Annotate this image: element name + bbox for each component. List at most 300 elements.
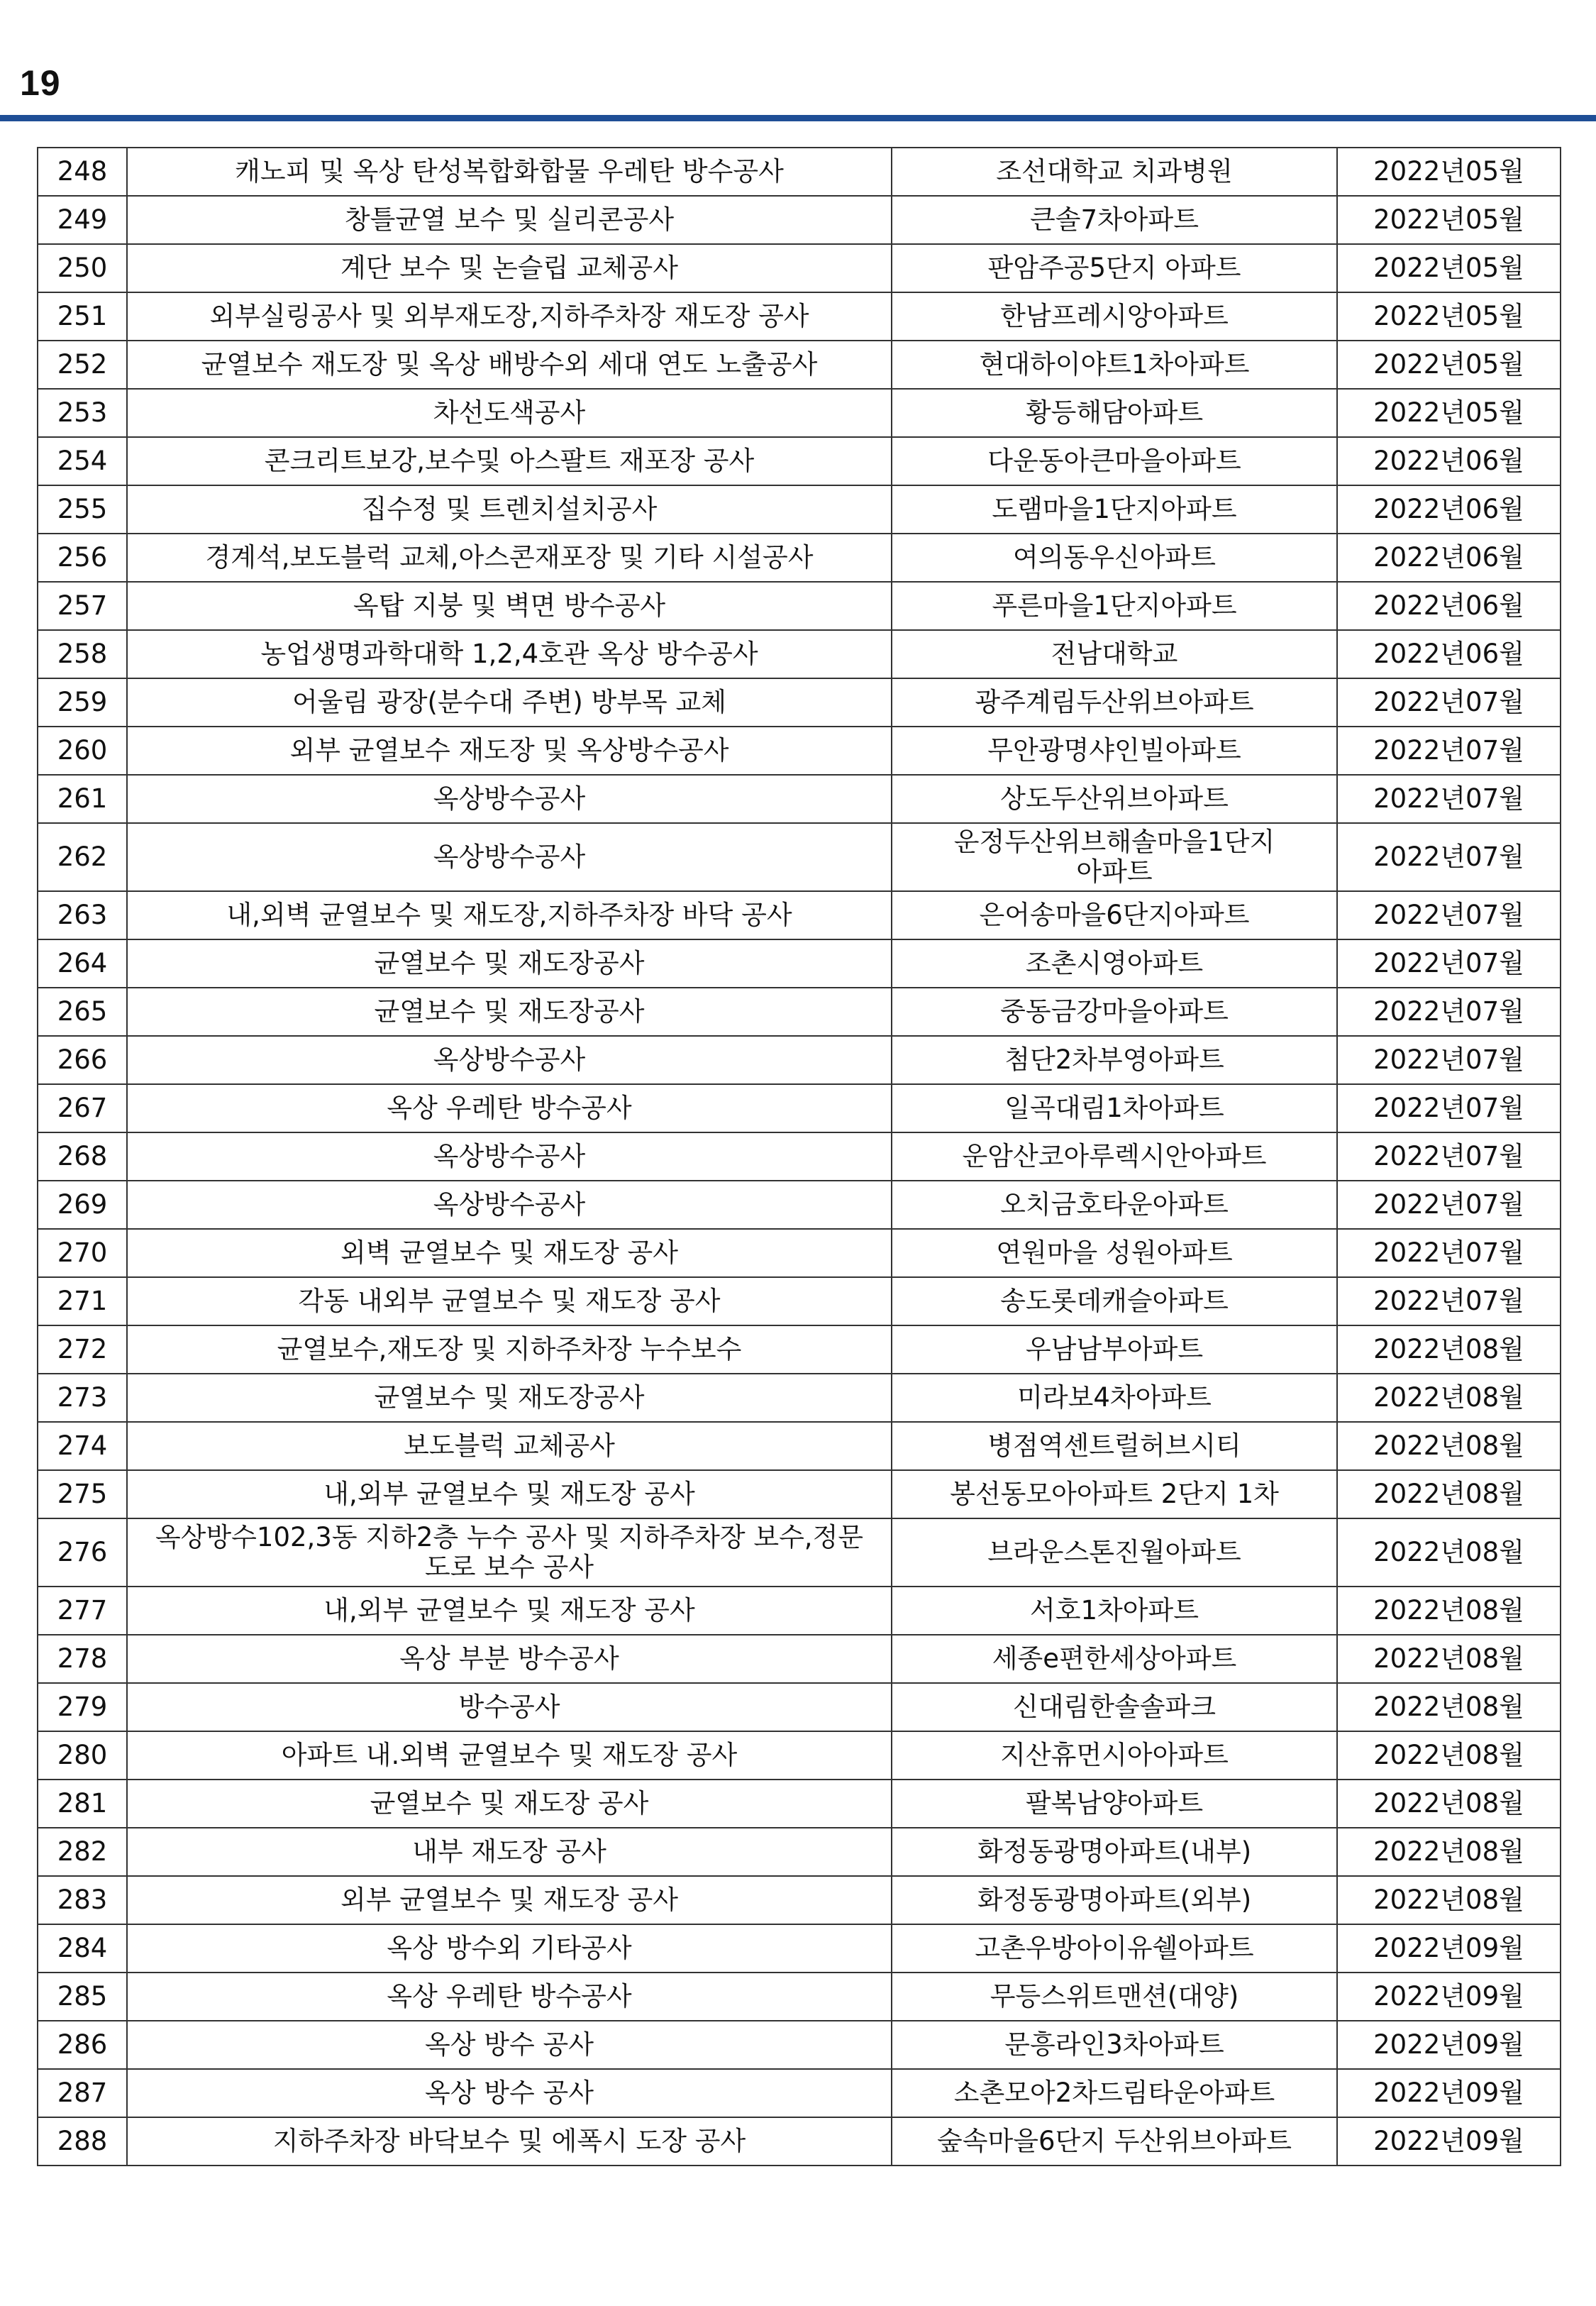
row-number-cell [38,1374,127,1422]
client-cell [892,1973,1337,2021]
description-cell-text: 지하주차장 바닥보수 및 에폭시 도장 공사 [272,2126,746,2156]
client-cell-text-line2: 아파트 [1076,856,1153,887]
client-cell [892,1587,1337,1635]
row-number-cell-text: 262 [57,842,108,872]
date-cell-text: 2022년05월 [1373,204,1524,235]
client-cell-text: 무안광명샤인빌아파트 [987,735,1241,766]
row-number-cell-text: 275 [57,1479,108,1509]
row-number-cell [38,1587,127,1635]
description-cell-text: 방수공사 [458,1692,560,1722]
date-cell-text: 2022년08월 [1373,1334,1524,1364]
date-cell [1337,823,1561,891]
description-cell [127,1325,892,1374]
date-cell [1337,534,1561,582]
description-cell-text: 옥상 부분 방수공사 [399,1643,619,1674]
description-cell-text: 내,외부 균열보수 및 재도장 공사 [323,1595,695,1626]
date-cell [1337,1587,1561,1635]
page-number: 19 [20,63,61,103]
date-cell-text: 2022년08월 [1373,1595,1524,1626]
table-row [38,678,1561,727]
row-number-cell-text: 263 [57,900,108,930]
client-cell-text: 현대하이야트1차아파트 [979,349,1250,380]
row-number-cell-text: 288 [57,2126,108,2156]
client-cell [892,341,1337,389]
client-cell-text: 중동금강마을아파트 [1000,996,1229,1027]
description-cell-text: 집수정 및 트렌치설치공사 [361,494,658,524]
row-number-cell [38,823,127,891]
client-cell [892,1780,1337,1828]
date-cell [1337,1518,1561,1587]
description-cell [127,1635,892,1683]
description-cell-text: 경계석,보도블럭 교체,아스콘재포장 및 기타 시설공사 [205,542,814,573]
description-cell-text: 외부실링공사 및 외부재도장,지하주차장 재도장 공사 [209,301,809,331]
date-cell [1337,988,1561,1036]
row-number-cell-text: 255 [57,494,108,524]
description-cell [127,2069,892,2117]
description-cell-text: 옥상방수공사 [433,1141,586,1171]
client-cell-text: 운정두산위브해솔마을1단지 [953,827,1275,857]
description-cell [127,485,892,534]
client-cell-text: 도램마을1단지아파트 [992,494,1237,524]
table-row [38,534,1561,582]
description-cell [127,1973,892,2021]
row-number-cell [38,1132,127,1181]
client-cell [892,1924,1337,1973]
table-row [38,2021,1561,2069]
client-cell-text: 전남대학교 [1051,639,1178,669]
row-number-cell-text: 287 [57,2078,108,2108]
client-cell [892,1635,1337,1683]
description-cell [127,1277,892,1325]
description-cell-text: 외벽 균열보수 및 재도장 공사 [340,1237,678,1268]
description-cell [127,2117,892,2166]
table-row [38,891,1561,939]
client-cell-text: 연원마을 성원아파트 [996,1237,1233,1268]
row-number-cell-text: 265 [57,996,108,1027]
client-cell-text: 조촌시영아파트 [1025,948,1204,978]
client-cell-text: 무등스위트맨션(대양) [990,1981,1239,2012]
date-cell-text: 2022년06월 [1373,494,1524,524]
table-row [38,1084,1561,1132]
description-cell-text: 내부 재도장 공사 [412,1836,606,1867]
row-number-cell-text: 257 [57,590,108,621]
table-row [38,1924,1561,1973]
description-cell [127,1731,892,1780]
table-row [38,1277,1561,1325]
row-number-cell [38,1683,127,1731]
row-number-cell [38,1731,127,1780]
date-cell-text: 2022년06월 [1373,590,1524,621]
client-cell-text: 화정동광명아파트(내부) [977,1836,1252,1867]
row-number-cell [38,341,127,389]
client-cell-text: 숲속마을6단지 두산위브아파트 [937,2126,1292,2156]
date-cell [1337,1828,1561,1876]
row-number-cell-text: 278 [57,1643,108,1674]
client-cell-text: 운암산코아루렉시안아파트 [962,1141,1267,1171]
date-cell [1337,727,1561,775]
client-cell-text: 판암주공5단지 아파트 [987,253,1241,283]
row-number-cell-text: 273 [57,1382,108,1413]
row-number-cell [38,1924,127,1973]
client-cell-text: 우남남부아파트 [1025,1334,1204,1364]
table-row [38,1470,1561,1518]
date-cell [1337,2021,1561,2069]
description-cell-text: 균열보수 및 재도장공사 [374,996,645,1027]
date-cell-text: 2022년07월 [1373,735,1524,766]
description-cell [127,1683,892,1731]
description-cell [127,678,892,727]
date-cell [1337,1277,1561,1325]
description-cell [127,582,892,630]
description-cell-text: 내,외벽 균열보수 및 재도장,지하주차장 바닥 공사 [226,900,792,930]
description-cell [127,1780,892,1828]
date-cell [1337,1132,1561,1181]
client-cell [892,2021,1337,2069]
description-cell-text: 보도블럭 교체공사 [404,1430,615,1461]
description-cell-text: 캐노피 및 옥상 탄성복합화합물 우레탄 방수공사 [235,156,784,187]
date-cell-text: 2022년07월 [1373,1286,1524,1316]
row-number-cell [38,727,127,775]
row-number-cell [38,1084,127,1132]
client-cell [892,389,1337,437]
client-cell [892,196,1337,244]
row-number-cell [38,630,127,678]
description-cell-text: 어울림 광장(분수대 주변) 방부목 교체 [292,687,727,717]
row-number-cell-text: 276 [57,1537,108,1567]
row-number-cell [38,891,127,939]
row-number-cell-text: 252 [57,349,108,380]
date-cell [1337,582,1561,630]
client-cell-text: 광주계림두산위브아파트 [975,687,1254,717]
date-cell [1337,292,1561,341]
row-number-cell-text: 260 [57,735,108,766]
table-row [38,630,1561,678]
client-cell-text: 문흥라인3차아파트 [1004,2029,1224,2060]
date-cell [1337,1036,1561,1084]
table-row [38,1374,1561,1422]
date-cell-text: 2022년05월 [1373,301,1524,331]
client-cell [892,1731,1337,1780]
date-cell [1337,341,1561,389]
client-cell-text: 오치금호타운아파트 [1000,1189,1229,1220]
description-cell-text: 옥상방수공사 [433,1189,586,1220]
date-cell [1337,1084,1561,1132]
row-number-cell-text: 251 [57,301,108,331]
description-cell-text: 옥상 방수외 기타공사 [387,1933,632,1963]
date-cell-text: 2022년05월 [1373,156,1524,187]
row-number-cell [38,292,127,341]
table-row [38,485,1561,534]
description-cell-text-line2: 도로 보수 공사 [425,1552,594,1582]
row-number-cell [38,1229,127,1277]
row-number-cell [38,196,127,244]
client-cell [892,1277,1337,1325]
table-row [38,939,1561,988]
row-number-cell-text: 271 [57,1286,108,1316]
date-cell-text: 2022년07월 [1373,948,1524,978]
table-row [38,1181,1561,1229]
description-cell-text: 외부 균열보수 및 재도장 공사 [340,1885,678,1915]
date-cell [1337,1181,1561,1229]
client-cell [892,939,1337,988]
date-cell-text: 2022년06월 [1373,542,1524,573]
description-cell [127,1587,892,1635]
description-cell [127,939,892,988]
client-cell-text: 큰솔7차아파트 [1030,204,1199,235]
description-cell-text: 외부 균열보수 재도장 및 옥상방수공사 [289,735,729,766]
client-cell-text: 황등해담아파트 [1025,397,1204,428]
date-cell [1337,939,1561,988]
description-cell [127,292,892,341]
table-row [38,1518,1561,1587]
date-cell-text: 2022년07월 [1373,842,1524,872]
client-cell [892,1325,1337,1374]
client-cell [892,244,1337,292]
client-cell [892,988,1337,1036]
table-row [38,1587,1561,1635]
date-cell-text: 2022년09월 [1373,2029,1524,2060]
row-number-cell-text: 264 [57,948,108,978]
row-number-cell [38,1828,127,1876]
date-cell [1337,1683,1561,1731]
client-cell [892,823,1337,891]
description-cell-text: 옥탑 지붕 및 벽면 방수공사 [353,590,666,621]
client-cell-text: 일곡대림1차아파트 [1004,1093,1224,1123]
description-cell [127,1470,892,1518]
date-cell [1337,630,1561,678]
row-number-cell-text: 254 [57,446,108,476]
row-number-cell [38,1635,127,1683]
table-row [38,1973,1561,2021]
description-cell [127,2021,892,2069]
description-cell [127,891,892,939]
date-cell-text: 2022년08월 [1373,1788,1524,1819]
table-row [38,1731,1561,1780]
client-cell [892,148,1337,196]
client-cell [892,2069,1337,2117]
row-number-cell-text: 279 [57,1692,108,1722]
description-cell-text: 콘크리트보강,보수및 아스팔트 재포장 공사 [264,446,755,476]
client-cell [892,1518,1337,1587]
row-number-cell-text: 281 [57,1788,108,1819]
date-cell-text: 2022년06월 [1373,639,1524,669]
date-cell-text: 2022년07월 [1373,1189,1524,1220]
row-number-cell [38,988,127,1036]
client-cell [892,534,1337,582]
table-row [38,196,1561,244]
date-cell [1337,1325,1561,1374]
client-cell-text: 팔복남양아파트 [1025,1788,1204,1819]
description-cell-text: 옥상방수102,3동 지하2층 누수 공사 및 지하주차장 보수,정문 [155,1522,864,1552]
description-cell-text: 균열보수 및 재도장공사 [374,1382,645,1413]
table-row [38,292,1561,341]
description-cell-text: 옥상방수공사 [433,783,586,814]
description-cell-text: 내,외부 균열보수 및 재도장 공사 [323,1479,695,1509]
date-cell [1337,1229,1561,1277]
client-cell [892,1374,1337,1422]
description-cell [127,244,892,292]
table-row [38,148,1561,196]
description-cell [127,1374,892,1422]
date-cell-text: 2022년08월 [1373,1740,1524,1770]
date-cell [1337,1731,1561,1780]
date-cell-text: 2022년09월 [1373,2126,1524,2156]
client-cell-text: 고촌우방아이유쉘아파트 [975,1933,1254,1963]
date-cell-text: 2022년07월 [1373,687,1524,717]
description-cell-text: 옥상 우레탄 방수공사 [387,1093,632,1123]
row-number-cell [38,1181,127,1229]
client-cell-text: 소촌모아2차드림타운아파트 [953,2078,1275,2108]
row-number-cell-text: 250 [57,253,108,283]
row-number-cell-text: 267 [57,1093,108,1123]
date-cell [1337,437,1561,485]
description-cell [127,389,892,437]
client-cell [892,727,1337,775]
client-cell [892,1470,1337,1518]
row-number-cell [38,1036,127,1084]
client-cell [892,1229,1337,1277]
description-cell [127,196,892,244]
header-rule [0,115,1596,121]
description-cell [127,534,892,582]
client-cell [892,582,1337,630]
table-row [38,389,1561,437]
client-cell-text: 첨단2차부영아파트 [1004,1044,1224,1075]
description-cell-text: 균열보수 및 재도장 공사 [370,1788,649,1819]
date-cell-text: 2022년08월 [1373,1692,1524,1722]
client-cell-text: 상도두산위브아파트 [1000,783,1229,814]
client-cell-text: 미라보4차아파트 [1017,1382,1212,1413]
date-cell-text: 2022년09월 [1373,2078,1524,2108]
date-cell [1337,1973,1561,2021]
row-number-cell-text: 274 [57,1430,108,1461]
date-cell [1337,1780,1561,1828]
row-number-cell [38,1876,127,1924]
table-row [38,1132,1561,1181]
table-row [38,823,1561,891]
date-cell [1337,196,1561,244]
row-number-cell-text: 259 [57,687,108,717]
description-cell [127,1229,892,1277]
client-cell-text: 조선대학교 치과병원 [996,156,1233,187]
table-row [38,437,1561,485]
row-number-cell [38,2117,127,2166]
table-row [38,1325,1561,1374]
client-cell-text: 화정동광명아파트(외부) [977,1885,1252,1915]
description-cell [127,1132,892,1181]
client-cell [892,1683,1337,1731]
description-cell [127,148,892,196]
row-number-cell [38,244,127,292]
client-cell-text: 세종e편한세상아파트 [992,1643,1237,1674]
client-cell [892,630,1337,678]
date-cell-text: 2022년08월 [1373,1537,1524,1567]
row-number-cell-text: 283 [57,1885,108,1915]
description-cell [127,1181,892,1229]
table-row [38,1876,1561,1924]
table-row [38,244,1561,292]
client-cell-text: 송도롯데캐슬아파트 [1000,1286,1229,1316]
description-cell-text: 계단 보수 및 논슬립 교체공사 [340,253,678,283]
row-number-cell-text: 284 [57,1933,108,1963]
client-cell-text: 봉선동모아아파트 2단지 1차 [950,1479,1279,1509]
date-cell-text: 2022년07월 [1373,1237,1524,1268]
table-row [38,1229,1561,1277]
row-number-cell [38,1470,127,1518]
table-row [38,341,1561,389]
row-number-cell-text: 285 [57,1981,108,2012]
description-cell-text: 창틀균열 보수 및 실리콘공사 [344,204,675,235]
date-cell [1337,389,1561,437]
client-cell-text: 다운동아큰마을아파트 [987,446,1241,476]
description-cell [127,823,892,891]
description-cell [127,1084,892,1132]
description-cell-text: 옥상 방수 공사 [425,2078,594,2108]
row-number-cell-text: 249 [57,204,108,235]
date-cell [1337,1470,1561,1518]
row-number-cell [38,1422,127,1470]
description-cell-text: 균열보수,재도장 및 지하주차장 누수보수 [277,1334,742,1364]
row-number-cell-text: 268 [57,1141,108,1171]
client-cell-text: 지산휴먼시아아파트 [1000,1740,1229,1770]
description-cell [127,1036,892,1084]
description-cell [127,1924,892,1973]
client-cell [892,485,1337,534]
date-cell [1337,775,1561,823]
row-number-cell [38,1973,127,2021]
date-cell [1337,1924,1561,1973]
table-row [38,988,1561,1036]
date-cell-text: 2022년05월 [1373,397,1524,428]
row-number-cell-text: 270 [57,1237,108,1268]
date-cell [1337,1876,1561,1924]
row-number-cell [38,437,127,485]
date-cell-text: 2022년08월 [1373,1643,1524,1674]
client-cell [892,678,1337,727]
client-cell-text: 은어송마을6단지아파트 [979,900,1250,930]
client-cell [892,1422,1337,1470]
description-cell-text: 각동 내외부 균열보수 및 재도장 공사 [298,1286,721,1316]
construction-records-table [37,147,1561,2166]
date-cell-text: 2022년06월 [1373,446,1524,476]
description-cell [127,775,892,823]
description-cell-text: 옥상방수공사 [433,842,586,872]
date-cell-text: 2022년08월 [1373,1479,1524,1509]
description-cell [127,630,892,678]
date-cell [1337,148,1561,196]
description-cell [127,1876,892,1924]
description-cell-text: 옥상 방수 공사 [425,2029,594,2060]
row-number-cell-text: 286 [57,2029,108,2060]
client-cell [892,1036,1337,1084]
row-number-cell-text: 280 [57,1740,108,1770]
date-cell [1337,891,1561,939]
description-cell [127,341,892,389]
row-number-cell-text: 253 [57,397,108,428]
row-number-cell [38,148,127,196]
client-cell-text: 병점역센트럴허브시티 [987,1430,1241,1461]
date-cell [1337,485,1561,534]
description-cell-text: 농업생명과학대학 1,2,4호관 옥상 방수공사 [260,639,758,669]
row-number-cell-text: 266 [57,1044,108,1075]
table-row [38,1828,1561,1876]
client-cell [892,1876,1337,1924]
date-cell-text: 2022년05월 [1373,253,1524,283]
date-cell [1337,1422,1561,1470]
date-cell-text: 2022년08월 [1373,1885,1524,1915]
row-number-cell-text: 261 [57,783,108,814]
row-number-cell [38,389,127,437]
